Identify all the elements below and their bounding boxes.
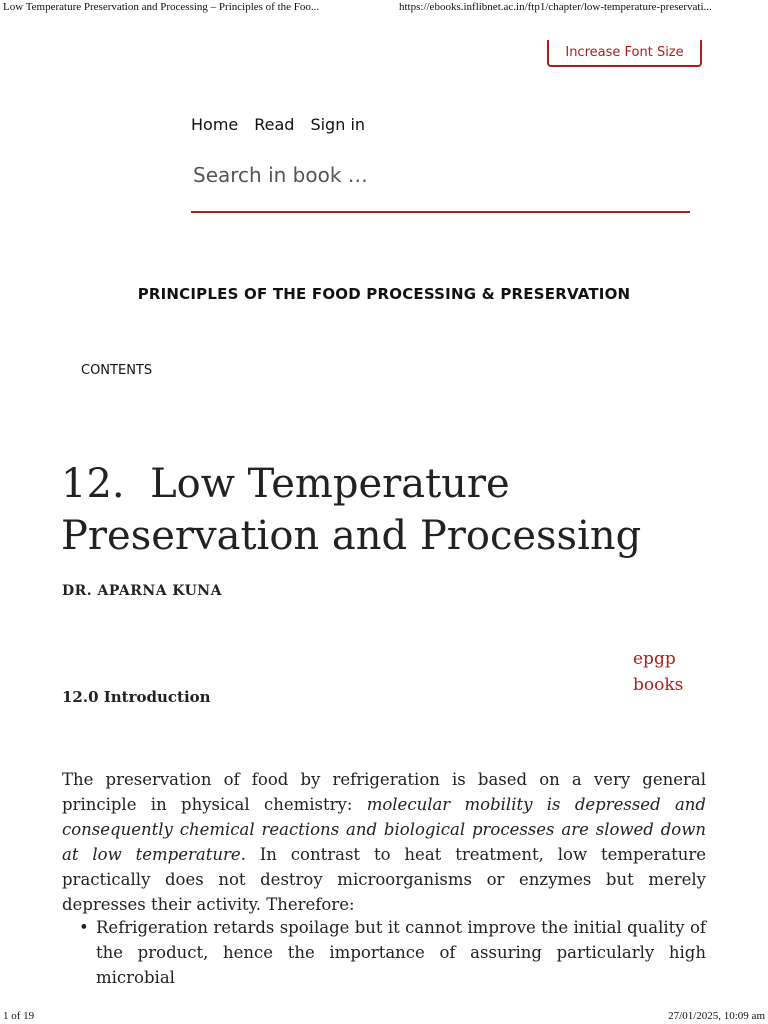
nav-sign-in-link[interactable]: Sign in bbox=[310, 115, 366, 134]
increase-font-size-button[interactable]: Increase Font Size bbox=[547, 40, 702, 67]
print-footer bbox=[0, 1008, 768, 1024]
print-datetime: 27/01/2025, 10:09 am bbox=[668, 1010, 765, 1022]
paragraph-text-1: The preservation of food by refrigeration is based on a very general principle in physical chemistry: bbox=[62, 770, 706, 814]
list-item bbox=[62, 915, 706, 990]
print-header bbox=[0, 0, 768, 18]
nav-home-link[interactable]: Home bbox=[191, 115, 239, 134]
bullet-icon: • bbox=[79, 918, 89, 937]
top-nav bbox=[191, 115, 365, 134]
print-page-url: https://ebooks.inflibnet.ac.in/ftp1/chapter/low-temperature-preservati... bbox=[399, 1, 712, 13]
publisher-line-1: epgp bbox=[633, 649, 676, 669]
chapter-title bbox=[61, 458, 721, 562]
book-title[interactable]: PRINCIPLES OF THE FOOD PROCESSING & PRESERVATION bbox=[137, 285, 631, 303]
section-heading: 12.0 Introduction bbox=[62, 688, 211, 706]
paragraph-italic-text: molecular mobility is depressed and consequently chemical reactions and biological processes are slowed down at low temperature. bbox=[62, 795, 706, 864]
contents-toggle[interactable]: CONTENTS bbox=[81, 363, 153, 378]
bullet-list bbox=[62, 915, 706, 990]
chapter-author: DR. APARNA KUNA bbox=[62, 583, 222, 599]
list-item-text: Refrigeration retards spoilage but it cannot improve the initial quality of the product, hence the importance of assuring particularly high microbial bbox=[96, 918, 706, 987]
search-box bbox=[191, 155, 690, 213]
chapter-title-text: Low Temperature Preservation and Processing bbox=[61, 461, 642, 559]
search-input[interactable] bbox=[191, 155, 694, 195]
nav-read-link[interactable]: Read bbox=[254, 115, 295, 134]
print-page-title: Low Temperature Preservation and Processing – Principles of the Foo... bbox=[3, 1, 320, 13]
publisher-label bbox=[633, 646, 703, 698]
chapter-number: 12. bbox=[61, 461, 125, 507]
publisher-line-2: books bbox=[633, 675, 684, 695]
intro-paragraph bbox=[62, 767, 706, 917]
paragraph-text-2: In contrast to heat treatment, low temperature practically does not destroy microorganisms or enzymes but merely depresses their activity. Therefore: bbox=[62, 845, 706, 914]
print-page-number: 1 of 19 bbox=[3, 1010, 35, 1022]
